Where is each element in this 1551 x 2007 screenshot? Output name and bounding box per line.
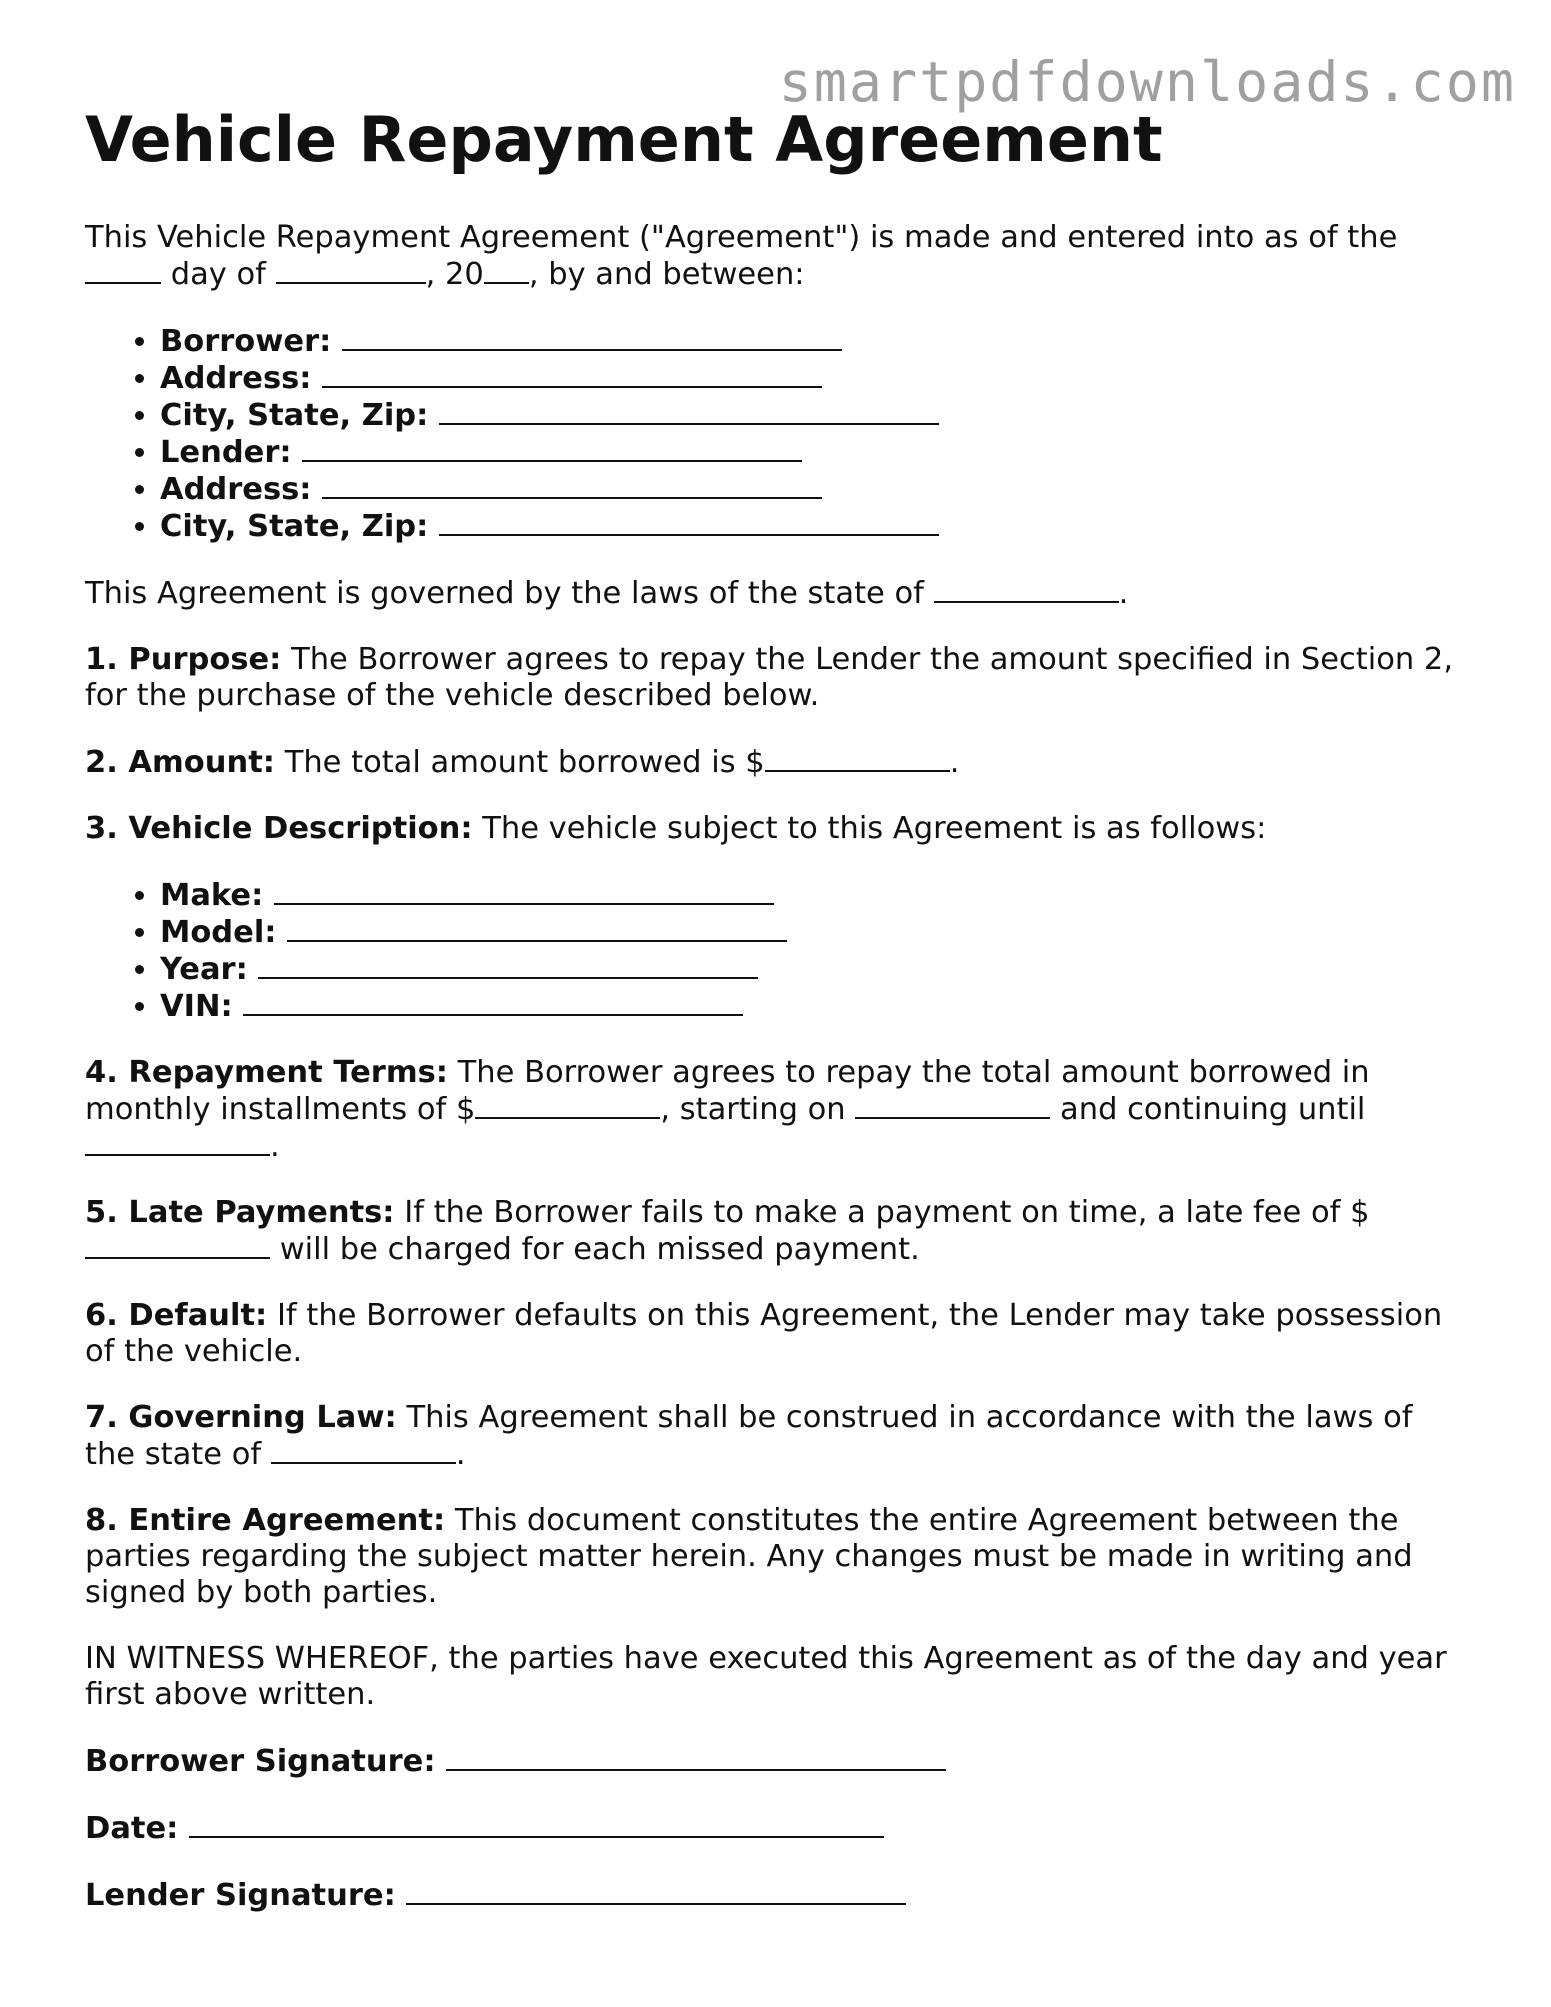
section-default (85, 1298, 1465, 1370)
model-label: Model: (160, 915, 277, 950)
lender-city-label: City, State, Zip: (160, 509, 429, 544)
section-law (85, 1400, 1465, 1473)
month-blank[interactable] (276, 256, 426, 284)
repayment-starting: , starting on (660, 1092, 846, 1127)
model-blank[interactable] (287, 914, 787, 942)
borrower-address-label: Address: (160, 361, 312, 396)
end-date-blank[interactable] (85, 1128, 270, 1156)
vehicle-text: The vehicle subject to this Agreement is as follows: (482, 811, 1267, 846)
list-item (160, 988, 1465, 1025)
document-body (85, 220, 1465, 1944)
vin-label: VIN: (160, 989, 233, 1024)
governed-text: This Agreement is governed by the laws of the state of (85, 576, 924, 611)
late-heading: 5. Late Payments: (85, 1195, 395, 1230)
borrower-signature-label: Borrower Signature: (85, 1744, 436, 1779)
date-line (85, 1810, 1465, 1847)
amount-heading: 2. Amount: (85, 745, 275, 780)
list-item (160, 471, 1465, 508)
repayment-period: . (270, 1129, 280, 1164)
default-heading: 6. Default: (85, 1298, 268, 1333)
borrower-signature-line (85, 1743, 1465, 1780)
default-text: If the Borrower defaults on this Agreement, the Lender may take possession of the vehicle. (85, 1298, 1443, 1369)
amount-blank[interactable] (765, 744, 950, 772)
late-text-end: will be charged for each missed payment. (279, 1232, 920, 1267)
borrower-address-blank[interactable] (322, 360, 822, 388)
watermark: smartpdfdownloads.com (778, 50, 1516, 114)
lender-signature-line (85, 1877, 1465, 1914)
witness-paragraph: IN WITNESS WHEREOF, the parties have executed this Agreement as of the day and year first above written. (85, 1641, 1447, 1712)
list-item (160, 877, 1465, 914)
lender-address-blank[interactable] (322, 471, 822, 499)
year-label: Year: (160, 952, 248, 987)
list-item (160, 508, 1465, 545)
vehicle-heading: 3. Vehicle Description: (85, 811, 473, 846)
intro-year-prefix: , 20 (425, 257, 484, 292)
date-blank[interactable] (189, 1810, 884, 1838)
list-item (160, 434, 1465, 471)
list-item (160, 360, 1465, 397)
repayment-until: and continuing until (1060, 1092, 1366, 1127)
lender-signature-label: Lender Signature: (85, 1878, 396, 1913)
late-text: If the Borrower fails to make a payment on time, a late fee of $ (404, 1195, 1370, 1230)
law-period: . (455, 1437, 466, 1472)
lender-address-label: Address: (160, 472, 312, 507)
purpose-text: The Borrower agrees to repay the Lender the amount specified in Section 2, for the purchase of the vehicle described below. (85, 642, 1454, 713)
borrower-signature-blank[interactable] (446, 1743, 946, 1771)
lender-signature-blank[interactable] (406, 1877, 906, 1905)
borrower-label: Borrower: (160, 324, 332, 359)
lender-label: Lender: (160, 435, 292, 470)
section-vehicle (85, 811, 1465, 847)
amount-text: The total amount borrowed is $ (284, 745, 765, 780)
document-title: Vehicle Repayment Agreement (85, 103, 1163, 176)
intro-text: This Vehicle Repayment Agreement ("Agreement") is made and entered into as of the (85, 220, 1398, 255)
intro-between: , by and between: (528, 257, 805, 292)
borrower-blank[interactable] (342, 323, 842, 351)
section-late (85, 1195, 1465, 1268)
year-blank[interactable] (484, 256, 529, 284)
vin-blank[interactable] (243, 988, 743, 1016)
amount-period: . (949, 745, 960, 780)
installment-blank[interactable] (475, 1091, 660, 1119)
list-item (160, 914, 1465, 951)
purpose-heading: 1. Purpose: (85, 642, 282, 677)
list-item (160, 397, 1465, 434)
section-amount (85, 744, 1465, 781)
make-label: Make: (160, 878, 264, 913)
governed-state-blank[interactable] (934, 575, 1119, 603)
section-entire (85, 1503, 1465, 1611)
law-heading: 7. Governing Law: (85, 1400, 397, 1435)
governed-period: . (1118, 576, 1129, 611)
make-blank[interactable] (274, 877, 774, 905)
parties-list (85, 323, 1465, 545)
vehicle-fields-list (85, 877, 1465, 1025)
law-state-blank[interactable] (271, 1436, 456, 1464)
vehicle-year-blank[interactable] (258, 951, 758, 979)
list-item (160, 951, 1465, 988)
late-fee-blank[interactable] (85, 1231, 270, 1259)
section-purpose (85, 642, 1465, 714)
date-label: Date: (85, 1811, 179, 1846)
entire-heading: 8. Entire Agreement: (85, 1503, 446, 1538)
borrower-city-label: City, State, Zip: (160, 398, 429, 433)
start-date-blank[interactable] (855, 1091, 1050, 1119)
law-text: This Agreement shall be construed in accordance with the laws of the state of (85, 1400, 1413, 1472)
entire-text: This document constitutes the entire Agreement between the parties regarding the subject matter herein. Any changes must be made in writing and signed by both parties. (85, 1503, 1413, 1610)
lender-blank[interactable] (302, 434, 802, 462)
section-repayment (85, 1055, 1465, 1165)
borrower-city-blank[interactable] (439, 397, 939, 425)
intro-day-of: day of (170, 257, 266, 292)
governed-paragraph (85, 575, 1465, 612)
repayment-text: The Borrower agrees to repay the total amount borrowed in monthly installments of $ (85, 1055, 1370, 1127)
list-item (160, 323, 1465, 360)
repayment-heading: 4. Repayment Terms: (85, 1055, 448, 1090)
day-blank[interactable] (85, 256, 161, 284)
lender-city-blank[interactable] (439, 508, 939, 536)
intro-paragraph (85, 220, 1465, 293)
